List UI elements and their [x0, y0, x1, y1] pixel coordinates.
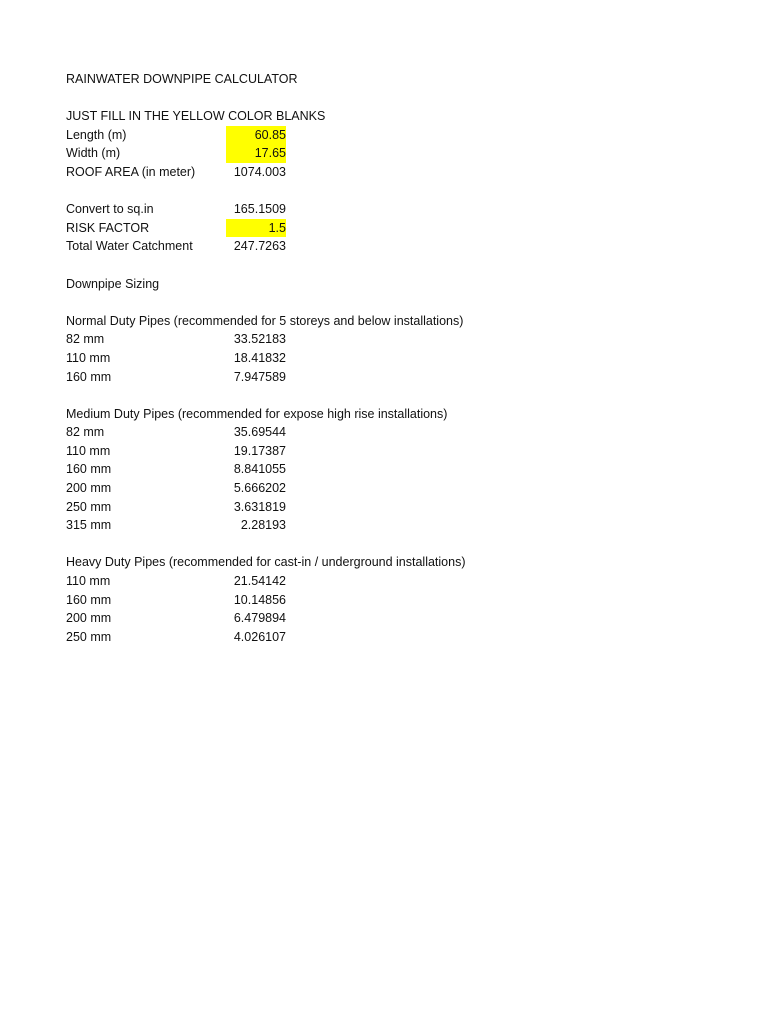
pipe-count: 33.52183	[233, 332, 286, 347]
heavy-heading-row	[66, 553, 526, 572]
pipe-size: 110 mm	[66, 574, 111, 589]
table-row	[66, 591, 526, 610]
table-row	[66, 479, 526, 498]
spacer	[66, 535, 526, 554]
total-catchment-value: 247.7263	[233, 239, 286, 254]
spacer	[66, 293, 526, 312]
pipe-count: 4.026107	[233, 629, 286, 644]
table-row	[66, 368, 526, 387]
pipe-count: 19.17387	[233, 443, 286, 458]
spacer	[66, 386, 526, 405]
table-row	[66, 423, 526, 442]
table-row	[66, 330, 526, 349]
length-label: Length (m)	[66, 127, 127, 142]
pipe-count: 6.479894	[233, 611, 286, 626]
spacer	[66, 256, 526, 275]
medium-duty-heading: Medium Duty Pipes (recommended for expose high rise installations)	[66, 406, 448, 421]
convert-label: Convert to sq.in	[66, 202, 154, 217]
spacer	[66, 89, 526, 108]
sizing-heading: Downpipe Sizing	[66, 276, 160, 291]
pipe-size: 110 mm	[66, 443, 111, 458]
roof-area-row	[66, 163, 526, 182]
medium-heading-row	[66, 405, 526, 424]
pipe-size: 250 mm	[66, 499, 112, 514]
pipe-size: 160 mm	[66, 592, 112, 607]
length-row	[66, 126, 526, 145]
pipe-count: 2.28193	[240, 518, 286, 533]
spacer	[66, 182, 526, 201]
normal-duty-heading: Normal Duty Pipes (recommended for 5 storeys and below installations)	[66, 313, 464, 328]
spreadsheet-page	[66, 70, 526, 646]
pipe-count: 18.41832	[233, 350, 286, 365]
page-title: RAINWATER DOWNPIPE CALCULATOR	[66, 72, 298, 86]
convert-value: 165.1509	[233, 202, 286, 217]
table-row	[66, 609, 526, 628]
risk-factor-label: RISK FACTOR	[66, 220, 150, 235]
table-row	[66, 628, 526, 647]
table-row	[66, 516, 526, 535]
pipe-size: 82 mm	[66, 425, 105, 440]
roof-area-value: 1074.003	[233, 164, 286, 179]
pipe-count: 8.841055	[233, 462, 286, 477]
table-row	[66, 572, 526, 591]
pipe-count: 3.631819	[233, 499, 286, 514]
roof-area-label: ROOF AREA (in meter)	[66, 164, 196, 179]
table-row	[66, 498, 526, 517]
normal-heading-row	[66, 312, 526, 331]
pipe-size: 315 mm	[66, 518, 112, 533]
pipe-count: 10.14856	[233, 592, 286, 607]
table-row	[66, 349, 526, 368]
pipe-count: 21.54142	[233, 574, 286, 589]
instruction-text: JUST FILL IN THE YELLOW COLOR BLANKS	[66, 109, 326, 124]
length-input-cell[interactable]: 60.85	[226, 126, 286, 145]
width-label: Width (m)	[66, 146, 121, 161]
total-catchment-row	[66, 237, 526, 256]
pipe-size: 160 mm	[66, 369, 112, 384]
pipe-size: 110 mm	[66, 350, 111, 365]
pipe-size: 200 mm	[66, 611, 112, 626]
instruction-row	[66, 107, 526, 126]
risk-factor-row	[66, 219, 526, 238]
heavy-duty-heading: Heavy Duty Pipes (recommended for cast-in / underground installations)	[66, 555, 466, 570]
risk-factor-input-cell[interactable]: 1.5	[226, 219, 286, 238]
convert-row	[66, 200, 526, 219]
width-row	[66, 144, 526, 163]
table-row	[66, 460, 526, 479]
pipe-size: 160 mm	[66, 462, 112, 477]
sizing-heading-row	[66, 275, 526, 294]
pipe-count: 7.947589	[233, 369, 286, 384]
table-row	[66, 442, 526, 461]
pipe-size: 82 mm	[66, 332, 105, 347]
total-catchment-label: Total Water Catchment	[66, 239, 193, 254]
title-row	[66, 70, 526, 89]
width-input-cell[interactable]: 17.65	[226, 144, 286, 163]
pipe-count: 5.666202	[233, 481, 286, 496]
pipe-count: 35.69544	[233, 425, 286, 440]
pipe-size: 200 mm	[66, 481, 112, 496]
pipe-size: 250 mm	[66, 629, 112, 644]
